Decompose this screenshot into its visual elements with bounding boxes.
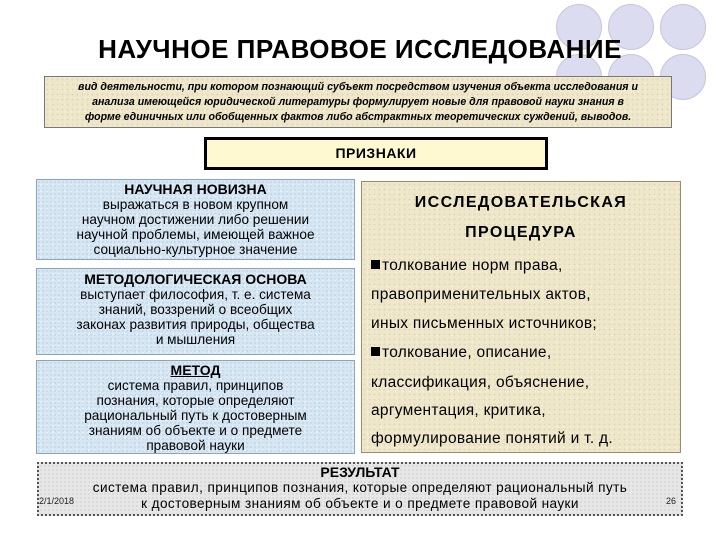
method-line: знаниям об объекте и о предмете — [88, 423, 303, 438]
slide-title: НАУЧНОЕ ПРАВОВОЕ ИССЛЕДОВАНИЕ — [98, 34, 622, 64]
procedure-line: иных письменных источников; — [371, 315, 598, 332]
methodology-line: законах развития природы, общества — [76, 317, 315, 332]
methodology-box — [36, 268, 355, 355]
method-line: рациональный путь к достоверным — [84, 408, 307, 423]
result-box — [37, 462, 683, 516]
novelty-heading: НАУЧНАЯ НОВИЗНА — [124, 181, 267, 197]
square-bullet-icon — [371, 260, 380, 269]
procedure-line: правоприменительных актов, — [371, 286, 591, 303]
method-box — [36, 360, 355, 454]
procedure-heading: ИССЛЕДОВАТЕЛЬСКАЯ — [414, 194, 628, 211]
square-bullet-icon — [371, 347, 380, 356]
procedure-line: классификация, объяснение, — [371, 374, 590, 391]
result-line: система правил, принципов познания, которые определяют рациональный путь — [92, 480, 628, 495]
definition-box — [44, 76, 672, 128]
slide-date: 2/1/2018 — [39, 496, 75, 506]
procedure-line: формулирование понятий и т. д. — [371, 430, 613, 447]
definition-line: анализа имеющейся юридической литературы формулирует новые для правовой науки знания в — [92, 96, 624, 108]
method-line: правовой науки — [146, 438, 245, 453]
procedure-line: толкование, описание, — [382, 344, 552, 361]
procedure-heading: ПРОЦЕДУРА — [465, 224, 577, 241]
method-heading: МЕТОД — [170, 362, 221, 378]
procedure-box — [361, 181, 681, 453]
slide-number: 26 — [666, 496, 677, 506]
novelty-line: научном достижении либо решении — [81, 212, 310, 227]
procedure-line: аргументация, критика, — [371, 402, 546, 419]
definition-line: вид деятельности, при котором познающий субъект посредством изучения объекта исследования и — [78, 81, 638, 93]
result-line: к достоверным знаниям об объекте и о предмете правовой науки — [141, 496, 579, 511]
novelty-box — [36, 179, 355, 260]
definition-line: форме единичных или обобщенных фактов либо абстрактных теоретических суждений, выводов. — [84, 111, 632, 123]
signs-label: ПРИЗНАКИ — [204, 137, 548, 170]
novelty-line: научной проблемы, имеющей важное — [76, 227, 315, 242]
methodology-line: выступает философия, т. е. система — [80, 287, 311, 302]
novelty-line: выражаться в новом крупном — [102, 197, 289, 212]
procedure-line: толкование норм права, — [382, 257, 563, 274]
methodology-heading: МЕТОДОЛОГИЧЕСКАЯ ОСНОВА — [84, 271, 307, 287]
method-line: познания, которые определяют — [96, 393, 295, 408]
methodology-line: и мышления — [155, 332, 236, 347]
method-line: система правил, принципов — [107, 378, 284, 393]
methodology-line: знаний, воззрений о всеобщих — [98, 302, 293, 317]
novelty-line: социально-культурное значение — [93, 242, 298, 257]
result-heading: РЕЗУЛЬТАТ — [320, 464, 400, 480]
